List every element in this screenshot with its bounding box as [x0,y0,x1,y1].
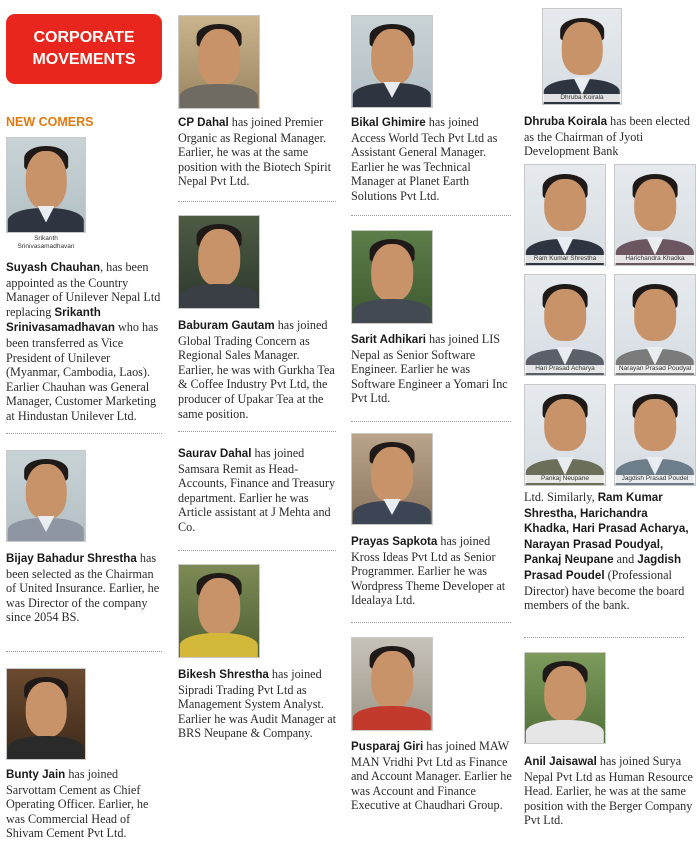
photo-pusparaj [351,637,433,731]
entry-suyash-chauhan [6,137,162,424]
photo-board-member [524,274,606,376]
photo-cp-dahal [178,15,260,109]
entry-text [6,551,162,625]
person-name: Bunty Jain [6,768,66,781]
entry-body: , has been appointed as the Country Manager of Unilever Nepal Ltd replacing [6,260,161,319]
entry-body: has been elected as the Chairman of Jyoti Development Bank [524,114,691,159]
entry-text [351,115,513,204]
entry-bunty-jain [6,668,162,841]
divider [178,550,336,551]
photo-sarit [351,230,433,324]
person-name: Pusparaj Giri [351,740,424,753]
banner-line-2: MOVEMENTS [32,51,136,68]
entry-bikal-ghimire [351,15,513,204]
section-banner [6,14,162,84]
photo-caption: Srikanth Srinivasamadhavan [17,235,75,250]
person-name: CP Dahal [178,116,229,129]
person-name: Sarit Adhikari [351,333,426,346]
photo-srikanth [6,137,86,233]
entry-body: has joined Sarvottam Cement as Chief Operating Officer. Earlier, he was Commercial Head of Shivam Cement Pvt Ltd. [6,767,149,841]
entry-text [6,260,162,424]
entry-anil-jaisawal [524,652,694,828]
divider [524,637,684,638]
entry-text [178,667,338,741]
entry-body: has joined LIS Nepal as Senior Software Engineer. Earlier he was Software Engineer a Yomari Inc Pvt Ltd. [351,332,508,406]
photo-prayas [351,433,433,525]
person-name: Suyash Chauhan [6,261,101,274]
entry-body: has joined Global Trading Concern as Regional Sales Manager. Earlier, he was with Gurkha Tea & Coffee Industry Pvt Ltd, the producer of Upakar Tea at the same position. [178,318,335,421]
entry-body: has joined Samsara Remit as Head-Accounts, Finance and Treasury department. Earlier he was Article assistant at J Mehta and Co. [178,446,336,534]
entry-body: has joined Kross Ideas Pvt Ltd as Senior Programmer. Earlier he was Wordpress Theme Developer at Idealaya Ltd. [351,534,506,608]
photo-bijay [6,450,86,542]
person-name: Saurav Dahal [178,447,252,460]
divider [178,201,336,202]
person-name: Anil Jaisawal [524,755,597,768]
photo-caption: Hari Prasad Acharya [525,365,605,373]
entry-baburam-gautam [178,215,338,421]
entry-text [524,754,694,828]
person-name: Bijay Bahadur Shrestha [6,552,137,565]
photo-dhruba [542,8,622,105]
entry-board-members [524,490,694,613]
entry-body: has joined Surya Nepal Pvt Ltd as Human Resource Head. Earlier, he was at the same position with the Berger Company Pvt Ltd. [524,754,693,828]
entry-text [524,114,694,159]
divider [178,431,336,432]
person-names: Ram Kumar Shrestha, Harichandra Khadka, Hari Prasad Acharya, Narayan Prasad Poudyal, Pankaj Neupane [524,491,689,567]
divider [351,215,511,216]
photo-bunty [6,668,86,760]
photo-bikesh [178,564,260,658]
entry-cp-dahal [178,15,338,189]
entry-bijay-bahadur-shrestha [6,450,162,625]
entry-text [524,490,694,613]
entry-body: has joined Sipradi Trading Pvt Ltd as Management System Analyst. Earlier he was Audit Manager at BRS Neupane & Company. [178,667,337,741]
photo-caption: Harichandra Khadka [615,255,695,263]
entry-body-mid: and [613,552,638,567]
entry-body: has joined Premier Organic as Regional Manager. Earlier, he was at the same position with the Biotech Spirit Nepal Pvt Ltd. [178,115,332,189]
banner-line-1: CORPORATE [33,29,135,46]
entry-saurav-dahal [178,446,338,535]
photo-board-member [614,384,696,486]
entry-body: has joined MAW MAN Vridhi Pvt Ltd as Finance and Account Manager. Earlier he was Account and Finance Executive at Chaudhari Group. [351,739,512,813]
person-name: Prayas Sapkota [351,535,438,548]
entry-body: has joined Access World Tech Pvt Ltd as Assistant General Manager. Earlier he was Technical Manager at Planet Earth Solutions Pvt Ltd. [351,115,498,203]
entry-body: has been selected as the Chairman of United Insurance. Earlier, he was Director of the company since 2054 BS. [6,551,160,625]
board-photo-grid [524,164,698,486]
person-name-2: Srikanth Srinivasamadhavan [6,305,115,335]
photo-caption: Narayan Prasad Poudyal [615,365,695,373]
entry-bikesh-shrestha [178,564,338,741]
photo-baburam [178,215,260,309]
photo-caption: Ram Kumar Shrestha [525,255,605,263]
photo-caption: Pankaj Neupane [525,475,605,483]
divider [6,433,162,434]
entry-text [351,739,513,813]
photo-board-member [614,274,696,376]
entry-prayas-sapkota [351,433,513,608]
person-name: Baburam Gautam [178,319,275,332]
entry-text [6,767,162,841]
person-name: Bikesh Shrestha [178,668,269,681]
photo-board-member [614,164,696,266]
photo-board-member [524,164,606,266]
person-name-last: Jagdish Prasad Poudel [524,553,682,582]
entry-text [351,332,513,406]
entry-pusparaj-giri [351,637,513,813]
divider [351,421,511,422]
entry-text [178,115,338,189]
entry-body-lead: Ltd. Similarly, [524,490,598,504]
entry-body-2: who has been transferred as Vice President of Unilever (Myanmar, Cambodia, Laos). Earlier Chauhan was General Manager, Customer Marketing at Hindustan Unilever Ltd. [6,320,159,423]
person-name: Dhruba Koirala [524,115,608,128]
divider [351,622,511,623]
entry-sarit-adhikari [351,230,513,406]
entry-dhruba-koirala [524,8,694,159]
entry-text [178,318,338,421]
photo-board-member [524,384,606,486]
photo-bikal [351,15,433,108]
section-heading-new-comers: NEW COMERS [6,115,94,129]
entry-text [178,446,338,535]
entry-body: (Professional Director) have become the board members of the bank. [524,567,685,613]
photo-anil [524,652,606,744]
entry-text [351,534,513,608]
photo-caption: Jagdish Prasad Poudel [615,475,695,483]
person-name: Bikal Ghimire [351,116,426,129]
divider [6,651,162,652]
photo-caption: Dhruba Koirala [543,94,621,102]
